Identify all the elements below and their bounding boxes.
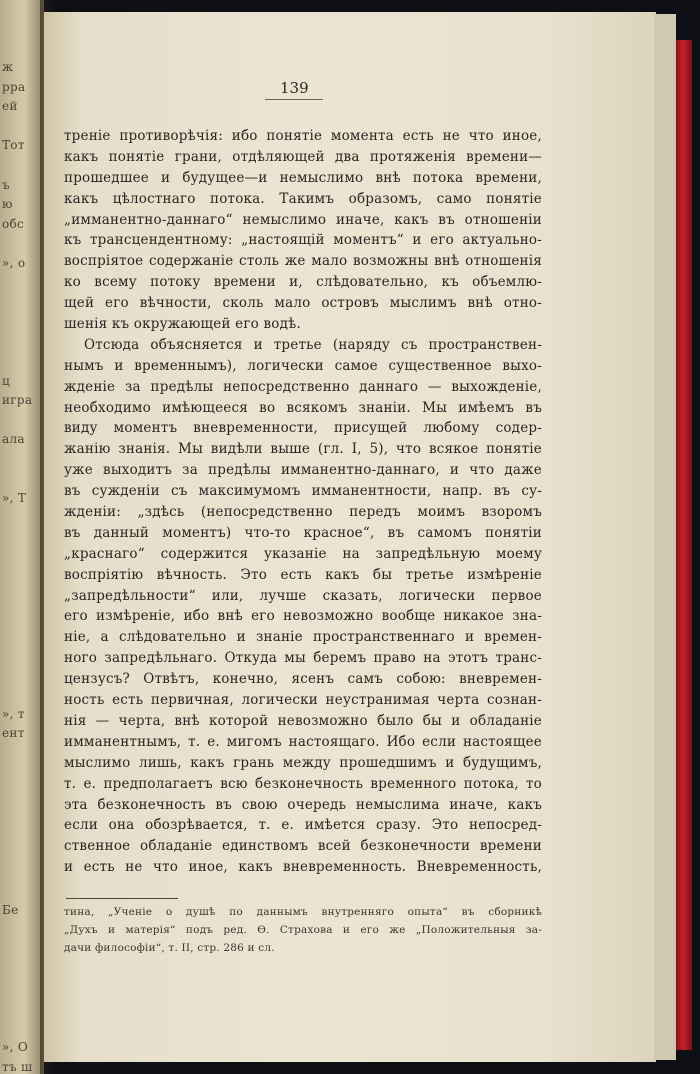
text-line: мыслимо лишь, какъ грань между прошедшимъ и будущимъ, <box>64 754 542 771</box>
text-line: щей его вѣчности, сколь мало островъ мыслимъ внѣ отно- <box>64 295 542 312</box>
text-line: въ сужденіи съ максимумомъ имманентности, напр. въ су- <box>64 483 542 500</box>
text-line: шенія къ окружающей его водѣ. <box>64 316 301 333</box>
text-line: нія — черта, внѣ которой невозможно было бы и обладаніе <box>64 712 542 729</box>
text-line: треніе противорѣчія: ибо понятіе момента есть не что иное, <box>64 128 542 144</box>
left-page-fragment: ала <box>2 432 25 447</box>
text-line: жденіи: „здѣсь (непосредственно передъ моимъ взоромъ <box>64 504 542 521</box>
text-line: ственное обладаніе единствомъ всей безконечности времени <box>64 838 542 855</box>
left-facing-page <box>0 0 44 1074</box>
page-number: 139 <box>280 79 309 97</box>
text-line: ніе, а слѣдовательно и знаніе пространственнаго и времен- <box>64 629 542 646</box>
left-page-fragment: », т <box>2 706 25 721</box>
footnote-line: тина, „Ученіе о душѣ по даннымъ внутренняго опыта“ въ сборникѣ <box>64 906 542 918</box>
footnote-line: „Духъ и матерія“ подъ ред. Ѳ. Страхова и его же „Положительныя за- <box>64 924 542 936</box>
text-line: ность есть первичная, логически неустранимая черта сознан- <box>64 692 542 709</box>
text-line: Отсюда объясняется и третье (наряду съ пространствен- <box>84 336 542 353</box>
text-line: жденіе за предѣлы непосредственно даннаго — выхожденіе, <box>64 378 542 395</box>
text-line: къ трансцендентному: „настоящій моментъ“ и его актуально- <box>64 232 542 249</box>
footnote-line: дачи философіи“, т. II, стр. 286 и сл. <box>64 942 275 954</box>
text-line: „краснаго“ содержится указаніе на запредѣльную моему <box>64 545 542 562</box>
text-line: прошедшее и будущее—и немыслимо внѣ потока времени, <box>64 169 542 186</box>
text-line: жанію знанія. Мы видѣли выше (гл. I, 5), что всякое понятіе <box>64 441 542 458</box>
footnote <box>64 903 542 957</box>
text-line: имманентнымъ, т. е. мигомъ настоящаго. Ибо если настоящее <box>64 733 542 750</box>
left-page-fragment: ц <box>2 373 11 388</box>
page-number-rule <box>265 99 323 100</box>
text-line: его измѣреніе, ибо внѣ его невозможно вообще никакое зна- <box>64 608 542 625</box>
text-line: воспріятію вѣчность. Это есть какъ бы третье измѣреніе <box>64 566 542 583</box>
left-page-fragment: обс <box>2 216 25 231</box>
left-page-fragment: », О <box>2 1040 29 1054</box>
left-page-fragment: ж <box>2 60 14 74</box>
left-page-fragment: Тот <box>2 138 25 153</box>
left-page-fragment: рра <box>2 79 26 94</box>
left-page-fragment: », о <box>2 256 26 270</box>
text-line: какъ понятіе грани, отдѣляющей два протяженія времени— <box>64 148 542 165</box>
left-page-fragment: ей <box>2 99 18 114</box>
text-line: необходимо имѣющееся во всякомъ знаніи. Мы имѣемъ въ <box>64 399 542 416</box>
text-line: виду моментъ вневременности, присущей любому содер- <box>64 420 542 437</box>
left-page-fragment: ю <box>2 197 13 212</box>
page-stack-edge <box>654 14 676 1060</box>
left-page-fragment: ент <box>2 726 25 741</box>
left-page-fragment: тъ ш <box>2 1059 33 1074</box>
text-line: „имманентно-даннаго“ немыслимо иначе, какъ въ отношеніи <box>64 211 542 228</box>
footnote-rule <box>66 898 178 899</box>
left-page-fragment: », Т <box>2 491 27 506</box>
red-cover-edge <box>676 40 692 1050</box>
text-line: какъ цѣлостнаго потока. Такимъ образомъ, само понятіе <box>64 190 542 207</box>
text-line: воспріятое содержаніе столь же мало возможны внѣ отношенія <box>64 253 542 270</box>
text-line: въ данный моментъ) что-то красное“, въ самомъ понятіи <box>64 524 542 541</box>
text-line: нымъ и временнымъ), логически самое существенное выхо- <box>64 357 542 374</box>
text-line: уже выходитъ за предѣлы имманентно-даннаго, и что даже <box>64 462 542 479</box>
text-line: т. е. предполагаетъ всю безконечность временного потока, то <box>64 775 542 792</box>
left-page-fragment: игра <box>2 393 33 408</box>
main-text <box>64 126 542 878</box>
text-line: цензусъ? Отвѣтъ, конечно, ясенъ самъ собою: вневремен- <box>64 671 542 688</box>
text-line: ко всему потоку времени и, слѣдовательно, къ объемлю- <box>64 274 542 291</box>
text-line: эта безконечность въ свою очередь немыслима иначе, какъ <box>64 796 542 813</box>
text-line: „запредѣльности“ или, лучше сказать, логически первое <box>64 587 542 604</box>
left-page-fragment: Бе <box>2 902 19 917</box>
text-line: ного запредѣльнаго. Откуда мы беремъ право на этотъ транс- <box>64 650 542 667</box>
left-page-fragment: ъ <box>2 177 10 192</box>
text-line: если она обозрѣвается, т. е. имѣется сразу. Это непосред- <box>64 817 542 834</box>
text-line: и есть не что иное, какъ вневременность. Вневременность, <box>64 859 542 876</box>
